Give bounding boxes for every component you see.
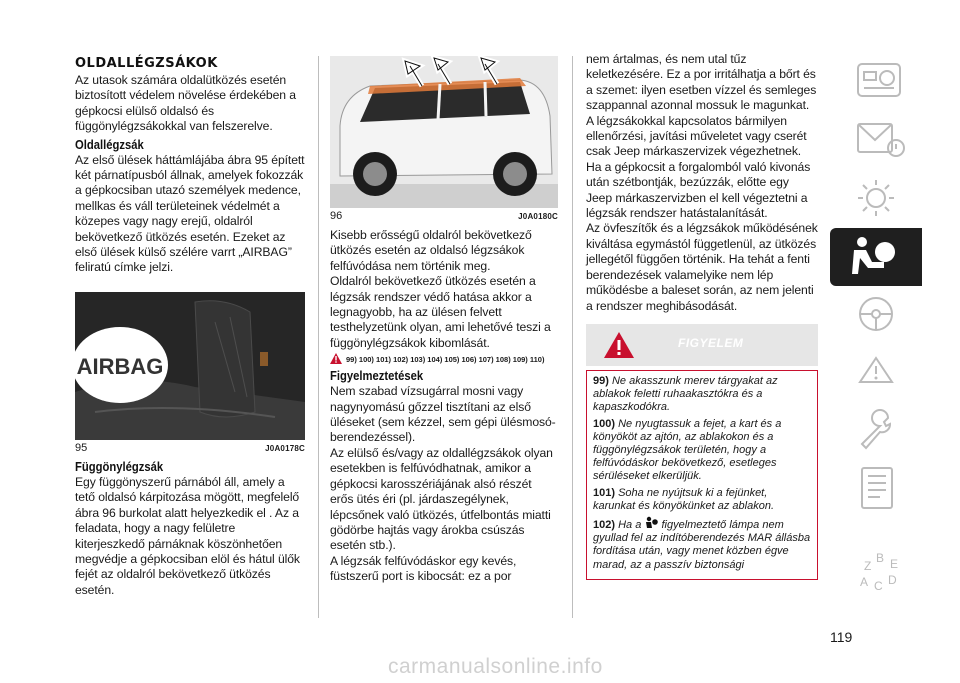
section-heading: OLDALLÉGZSÁKOK: [75, 56, 218, 71]
paragraph: Az övfeszítők és a légzsákok működésének kiváltása egymástól függetlenül, az ütközés jellegétől függően történik. Ha tehát a fenti berendezések valamelyike nem lép működésbe a baleset során, az nem jelenti a rendszer meghibásodását.: [586, 221, 818, 313]
dashboard-icon: [830, 54, 922, 112]
paragraph: Az elülső és/vagy az oldallégzsákok olyan esetekben is felfúvódhatnak, amikor a gépkocsi karosszériájának alsó részét erős ütés éri (pl. járdaszegélynek, lépcsőnek való ütközés, útfelbontás miatti gödörbe hajtás vagy árokba csúszás esetén stb.).: [330, 445, 553, 553]
warning-item: 100) Ne nyugtassuk a fejet, a kart és a könyököt az ajtón, az ablakokon és a függönylégzsákok területén, hogy a felfúvódáskor bekövetkező, esetleges sérüléseket elkerüljük.: [593, 417, 782, 483]
figure-95-caption: [75, 442, 305, 454]
figure-96-caption: [330, 210, 558, 222]
warning-title: FIGYELEM: [678, 335, 744, 350]
side-tab-warning-lights[interactable]: [830, 112, 922, 170]
side-tab-climate[interactable]: [830, 170, 922, 228]
watermark: carmanualsonline.info: [388, 655, 603, 678]
sub-heading-curtain-airbag: Függönylégzsák: [75, 459, 164, 474]
intro-text: Az utasok számára oldalütközés esetén biztosított védelem növelése érdekében a gépkocsi elülső oldalsó és függönylégzsákokkal van felszerelve.: [75, 73, 296, 134]
side-tab-index[interactable]: [830, 548, 922, 606]
sub-heading-warnings: Figyelmeztetések: [330, 369, 424, 384]
svg-text:A: A: [860, 575, 869, 589]
paragraph: nem ártalmas, és nem utal tűz keletkezésére. Ez a por irritálhatja a bőrt és a szemet: ilyen esetben vízzel és semleges szappannal azonnal mossuk le magunkat.: [586, 52, 817, 113]
column-divider: [572, 56, 573, 618]
warning-references: 99) 100) 101) 102) 103) 104) 105) 106) 107) 108) 109) 110): [330, 353, 558, 366]
wrench-icon: [830, 402, 922, 460]
side-tab-safety[interactable]: [830, 228, 922, 286]
figure-code: J0A0180C: [518, 212, 558, 221]
paragraph: A légzsákokkal kapcsolatos bármilyen ellenőrzési, javítási műveletet vagy cserét csak Jeep márkaszervizek végezhetnek. Ha a gépkocsit a forgalomból való kivonás után szétbontják, bezúzzák, előtte egy Jeep márkaszervizben el kell végeztetni a légzsák rendszer hatástalanítását.: [586, 113, 811, 221]
svg-text:E: E: [890, 557, 899, 571]
side-airbag-text: Az első ülések háttámlájába ábra 95 épített két párnatípusból állnak, amelyek fokozzák a gépkocsiban utazó személyek medence, mellkas és váll területeinek védelmét a közepes vagy nagy erejű, oldalról bekövetkező ütközés esetén. Ezeket az első ülések külső szélére varrt „AIRBAG” feliratú címke jelzi.: [75, 152, 305, 275]
climate-icon: [830, 170, 922, 228]
paragraph: Kisebb erősségű oldalról bekövetkező ütközés esetén az oldalsó légzsákok felfúvódása nem történik meg.: [330, 228, 532, 273]
warning-triangle-icon: [330, 353, 342, 364]
warning-header: [586, 324, 818, 366]
car-illustration: [330, 56, 558, 208]
column-2: [330, 56, 558, 585]
svg-text:Z: Z: [864, 559, 872, 573]
warning-item: 102) Ha a figyelmeztető lámpa nem gyullad fel az indítóberendezés MAR állásba fordítása után, vagy menet közben égve marad, az a passzív biztonsági: [593, 516, 811, 572]
page-number: 119: [830, 629, 853, 645]
paragraph: Oldalról bekövetkező ütközés esetén a légzsák rendszer védő hatása akkor a legnagyobb, ha az ülésen felvett testhelyzetünk olyan, ami lehetővé teszi a függönylégzsákok kibomlását.: [330, 274, 551, 350]
side-tab-dashboard[interactable]: [830, 54, 922, 112]
figure-number: 96: [330, 210, 343, 222]
figure-code: J0A0178C: [265, 443, 305, 453]
svg-text:C: C: [874, 579, 883, 593]
warning-lights-icon: [830, 112, 922, 170]
svg-text:D: D: [888, 573, 897, 587]
airbag-label: AIRBAG: [76, 353, 164, 379]
paragraph: Nem szabad vízsugárral mosni vagy nagynyomású gőzzel tisztítani az első üléseket (sem kézzel, sem gépi ülésmosó-berendezéssel).: [330, 384, 556, 445]
paragraph: A légzsák felfúvódáskor egy kevés, füstszerű port is kibocsát: ez a por: [330, 553, 517, 584]
steering-wheel-icon: [830, 286, 922, 344]
warning-item: 101) Soha ne nyújtsuk ki a fejünket, karunkat és könyökünket az ablakon.: [593, 486, 775, 512]
seat-illustration: [75, 292, 305, 440]
index-icon: [830, 548, 922, 606]
figure-95-seat-airbag: [75, 292, 305, 440]
curtain-airbag-text: Egy függönyszerű párnából áll, amely a tető oldalsó kárpitozása mögött, megfelelő ábra 96 burkolat alatt helyezkedik el . Az a feladata, hogy a nagy felületre kiterjeszkedő párnáknak köszönhetően megvédje a gépkocsiban elöl és hátul ülők fejét az oldalról bekövetkező ütközés esetén.: [75, 474, 300, 597]
side-tab-specifications[interactable]: [830, 460, 922, 518]
column-divider: [318, 56, 319, 618]
svg-text:B: B: [876, 551, 885, 565]
specifications-icon: [830, 460, 922, 518]
side-tab-emergency[interactable]: [830, 344, 922, 402]
figure-number: 95: [75, 441, 88, 454]
side-tab-maintenance[interactable]: [830, 402, 922, 460]
side-tab-driving[interactable]: [830, 286, 922, 344]
warning-box: [586, 370, 818, 580]
column-1: [75, 56, 305, 598]
figure-96-car-side: [330, 56, 558, 208]
airbag-warning-light-icon: [644, 516, 658, 530]
warning-item: 99) Ne akasszunk merev tárgyakat az ablakok feletti ruhaakasztókra és a kapaszkodókra.: [593, 374, 778, 414]
sub-heading-side-airbag: Oldallégzsák: [75, 137, 144, 152]
column-3: [586, 52, 818, 580]
maintenance-icon: [830, 344, 922, 402]
airbag-icon: [830, 228, 922, 286]
warning-triangle-icon: [604, 332, 634, 358]
